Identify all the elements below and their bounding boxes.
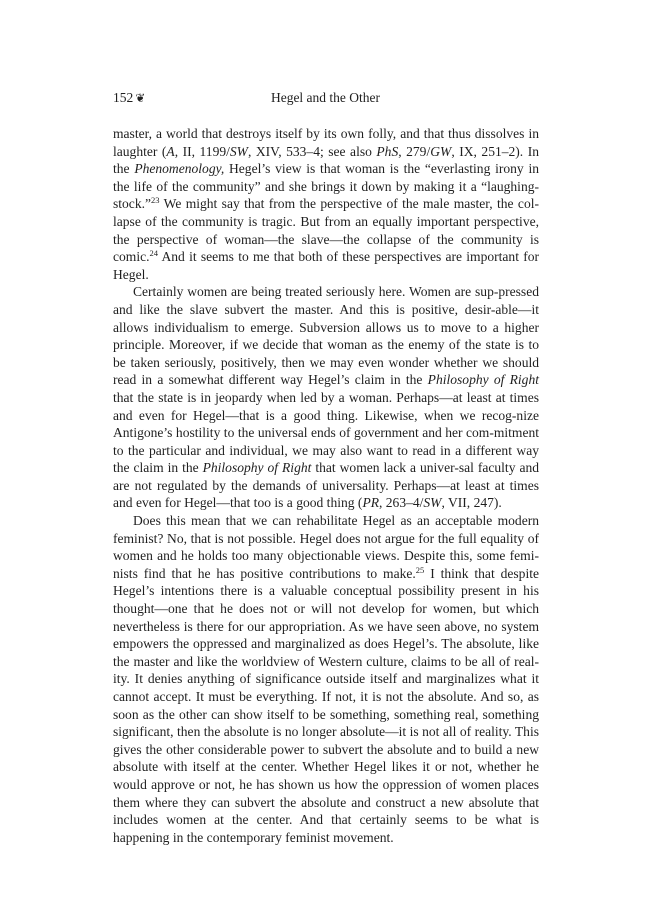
footnote-reference: 24 — [149, 248, 158, 259]
italic-text: Philosophy of Right — [427, 372, 539, 388]
text-run: Does this mean that we can rehabilitate Hegel as an acceptable modern feminist? No, that is not possible. Hegel does not argue for the full equality of women and he holds too many objectionable views. Despite this, some femi-nists find that he has positive contributions to make. — [113, 513, 539, 581]
text-run: , VII, 247). — [441, 495, 502, 511]
body-paragraph — [113, 125, 539, 283]
text-run: that women lack a univer-sal faculty and are not regulated by the demands of universality. Perhaps—at least at times and even for Hegel—that too is a good thing ( — [113, 460, 539, 511]
text-run: master, a world that destroys itself by its own folly, and that thus dissolves in laughter ( — [113, 126, 539, 159]
text-run: We might say that from the perspective of the male master, the col-lapse of the community is tragic. But from an equally important perspective, the perspective of woman—the slave—the collapse of the community is comic. — [113, 196, 539, 265]
body-paragraph — [113, 512, 539, 846]
body-text — [113, 125, 539, 846]
italic-text: SW — [229, 143, 248, 159]
text-run: , 263–4/ — [379, 495, 424, 511]
text-run: , II, 1199/ — [174, 143, 230, 159]
text-run: , IX, 251–2). In the — [113, 143, 539, 177]
text-run: that the state is in jeopardy when led by a woman. Perhaps—at least at times and even for Hegel—that is a good thing. Likewise, when we recog-nize Antigone’s hostility to the universal ends of government and her com-mitment to the particular and individual, we may also want to read in a different way the claim in the — [113, 389, 539, 476]
italic-text: Philosophy of Right — [202, 460, 312, 476]
text-run: Certainly women are being treated seriously here. Women are sup-pressed and like the slave subvert the master. And this is positive, desir-able—it allows individualism to emerge. Subversion allows us to move to a higher principle. Moreover, if we decide that woman as the enemy of the state is to be taken seriously, positively, then we may even wonder whether we should read in a somewhat different way Hegel’s claim in the — [113, 284, 539, 388]
text-run: And it seems to me that both of these perspectives are important for Hegel. — [113, 249, 539, 282]
footnote-reference: 25 — [415, 564, 425, 575]
italic-text: GW — [430, 143, 452, 159]
text-run: , 279/ — [398, 143, 431, 159]
italic-text: PR — [362, 495, 379, 511]
text-run: , XIV, 533–4; see also — [247, 143, 377, 159]
running-title: Hegel and the Other — [270, 90, 381, 105]
page-number: 152 ❦ — [113, 88, 145, 108]
footnote-reference: 23 — [151, 195, 160, 206]
italic-text: Phenomenology, — [134, 161, 225, 177]
leaf-ornament-icon: ❦ — [135, 91, 146, 105]
italic-text: SW — [423, 495, 442, 511]
italic-text: A — [166, 143, 175, 159]
text-run: Hegel’s view is that woman is the “everlasting irony in the life of the community” and she brings it down by making it a “laughing-stock.” — [113, 161, 540, 212]
text-run: I think that despite Hegel’s intentions there is a valuable conceptual possibility present in his thought—one that he does not or will not develop for women, but which nevertheless is there for our appropriation. As we have seen above, no system empowers the oppressed and marginalized as does Hegel’s. The absolute, like the master and like the worldview of Western culture, claims to be all of real-ity. It denies anything of significance outside itself and marginalizes what it cannot accept. It must be everything. If not, it is not the absolute. And so, as soon as the other can show itself to be something, something real, something significant, then the absolute is no longer absolute—it is not all of reality. This gives the other considerable power to subvert the absolute and to build a new absolute with itself at the center. Whether Hegel likes it or not, whether he would approve or not, he has shown us how the oppression of women places them where they can subvert the absolute and construct a new absolute that includes women at the center. And that certainly seems to be what is happening in the contemporary feminist movement. — [113, 565, 539, 845]
running-head — [113, 88, 538, 108]
italic-text: PhS — [376, 143, 399, 159]
body-paragraph — [113, 283, 539, 512]
